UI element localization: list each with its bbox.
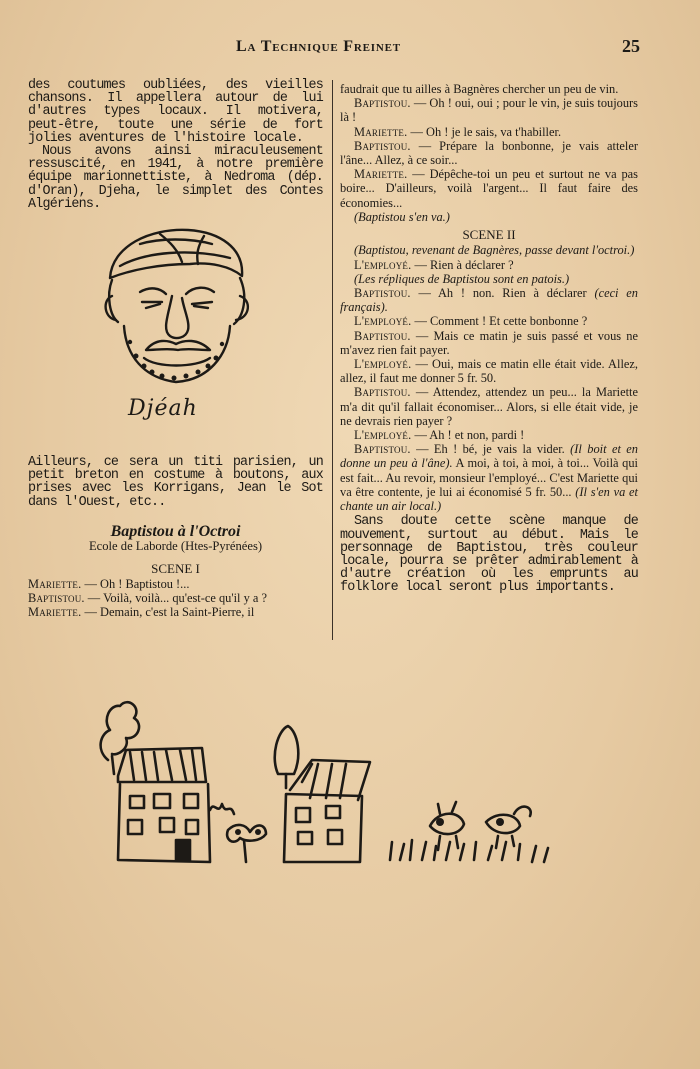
stage-direction: (Baptistou s'en va.) — [354, 209, 450, 224]
right-column — [340, 82, 638, 595]
left-column — [28, 79, 323, 211]
dialogue-line: L'employé. — Oui, mais ce matin elle était vide. Allez, allez, il faut me donner 5 fr. 50. — [340, 357, 638, 386]
dialogue-line: Baptistou. — Ah ! non. Rien à déclarer (ceci en français). — [340, 286, 638, 315]
dialogue-line: Baptistou. — Prépare la bonbonne, je vais atteler l'âne... Allez, à ce soir... — [340, 138, 638, 168]
page-number: 25 — [622, 36, 640, 56]
left-column-lower — [28, 456, 323, 620]
dialogue-line: faudrait que tu ailles à Bagnères chercher un peu de vin. — [340, 82, 619, 96]
paragraph-customs: des coutumes oubliées, des vieilles chansons. Il appellera autour de lui d'autres types locaux. Il motivera, peut-être, toute une série de fort jolies aventures de l'histoire locale. — [28, 78, 323, 146]
dialogue-line: Baptistou. — Attendez, attendez un peu... la Mariette m'a dit qu'il fallait économiser... Alors, si elle était vide, je ne devrais rien payer ? — [340, 385, 638, 428]
dialogue-line: Baptistou. — Mais ce matin je suis passé et vous ne m'avez rien fait payer. — [340, 328, 638, 357]
scene-2-heading: SCENE II — [462, 227, 516, 243]
dialogue-line: Mariette. — Oh ! Baptistou !... — [28, 577, 190, 592]
stage-direction: (Baptistou, revenant de Bagnères, passe devant l'octroi.) — [354, 243, 635, 258]
paragraph-djeha: Nous avons ainsi miraculeusement ressuscité, en 1941, à notre première équipe marionnettiste, à Nedroma (dép. d'Oran), Djeha, le simplet des Contes Algériens. — [28, 144, 323, 212]
dialogue-line: Mariette. — Demain, c'est la Saint-Pierre, il — [28, 605, 255, 620]
dialogue-line: Baptistou. — Voilà, voilà... qu'est-ce qu'il y a ? — [28, 591, 267, 606]
page-header — [0, 38, 700, 62]
dialogue-line: L'employé. — Rien à déclarer ? — [354, 257, 514, 272]
scene-1-heading: SCENE I — [151, 560, 200, 576]
dialogue-line: Mariette. — Oh ! je le sais, va t'habiller. — [354, 124, 562, 139]
column-divider — [332, 80, 333, 640]
play-subtitle: Ecole de Laborde (Htes-Pyrénées) — [88, 539, 263, 554]
dialogue-line: Baptistou. — Eh ! bé, je vais la vider. (Il boit et en donne un peu à l'âne). A moi, à toi, à moi, à toi... Voilà qui est fait... Au revoir, monsieur l'employé... C'est Mariette qui va être contente, je lui ai économisé 5 fr. 50... (Il s'en va et chante un air local.) — [340, 442, 639, 514]
dialogue-line: Mariette. — Dépêche-toi un peu et surtout ne va pas boire... D'ailleurs, voilà l'argent... Il faut faire des économies... — [340, 167, 638, 210]
dialogue-line: Baptistou. — Oh ! oui, oui ; pour le vin, je suis toujours là ! — [340, 96, 638, 125]
stage-direction: (Les répliques de Baptistou sont en patois.) — [354, 271, 570, 286]
running-title: La Technique Freinet — [236, 38, 401, 55]
paragraph-conclusion: Sans doute cette scène manque de mouvement, surtout au début. Mais le personnage de Baptistou, très couleur locale, pourra se prêter admirablement à d'autre création où les emprunts au folklore local seront plus importants. — [340, 514, 638, 596]
play-title: Baptistou à l'Octroi — [110, 522, 241, 540]
dialogue-line: L'employé. — Ah ! et non, pardi ! — [354, 428, 525, 443]
paragraph-elsewhere: Ailleurs, ce sera un titi parisien, un petit breton en costume à boutons, aux prises avec les Korrigans, Jean le Sot dans l'Ouest, etc.. — [28, 455, 323, 510]
dialogue-line: L'employé. — Comment ! Et cette bonbonne ? — [354, 314, 588, 329]
child-drawing-village — [90, 690, 560, 890]
djeha-signature: Djéah — [128, 396, 198, 421]
